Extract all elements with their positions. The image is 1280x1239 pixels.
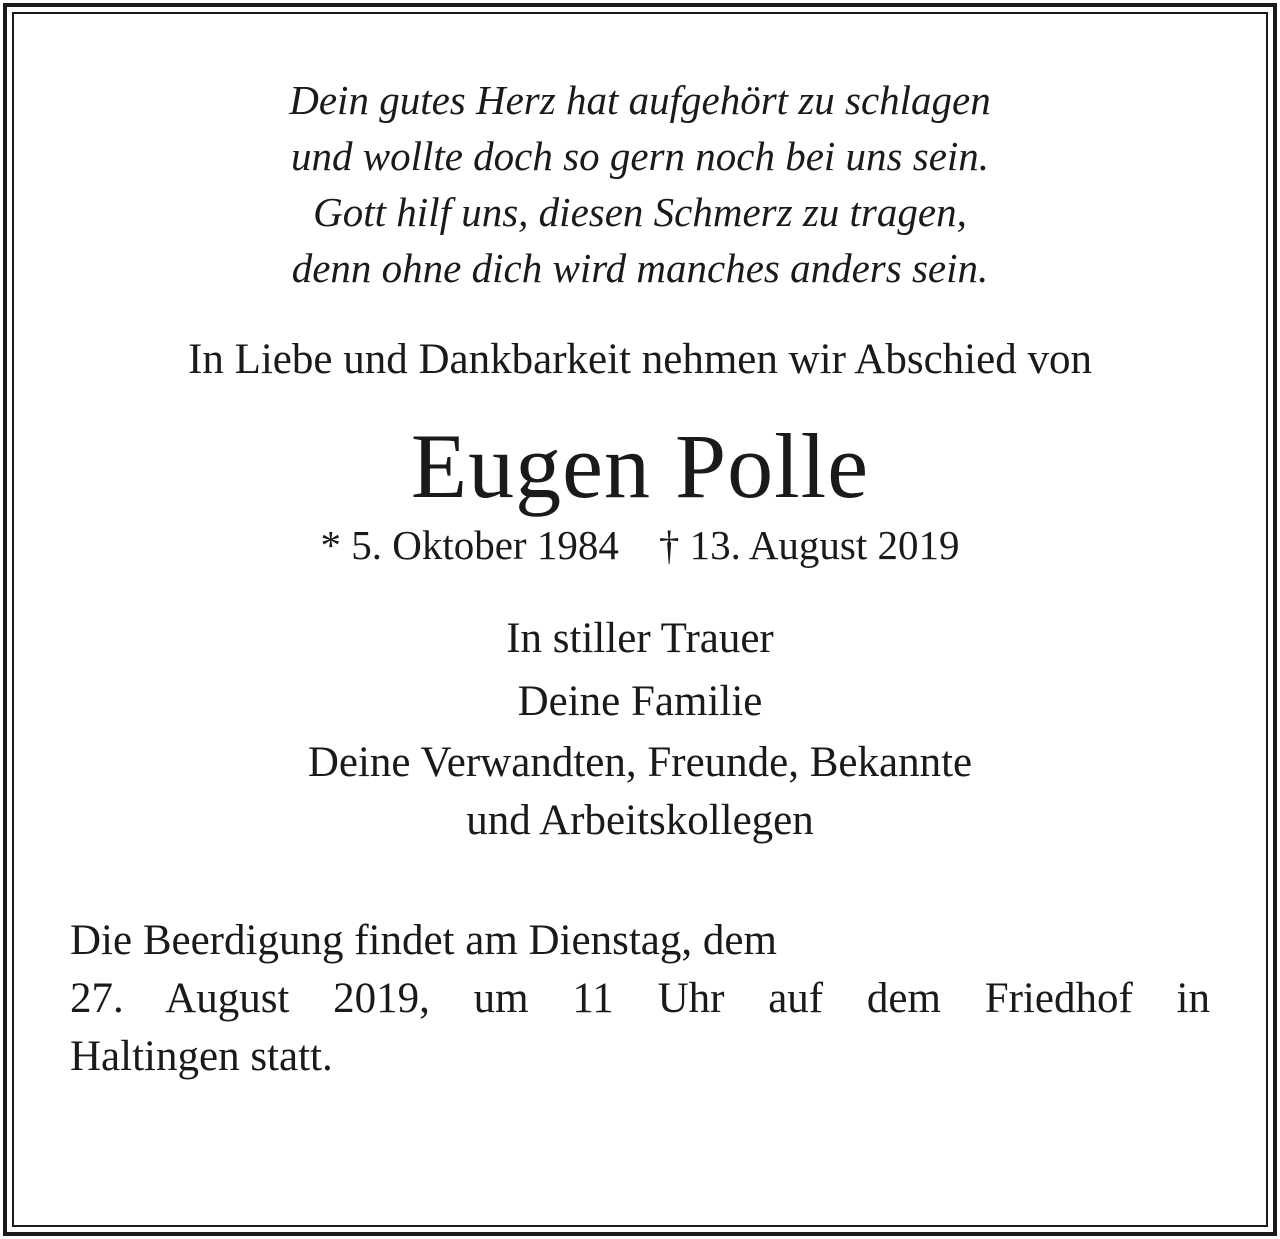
life-dates — [70, 520, 1210, 570]
mourner-line: Deine Verwandten, Freunde, Bekannte — [307, 739, 973, 786]
funeral-line: 27. August 2019, um 11 Uhr auf dem Friedhof in — [70, 975, 1210, 1022]
poem-line: und wollte doch so gern noch bei uns sein. — [290, 133, 990, 179]
death-date: † 13. August 2019 — [658, 522, 960, 568]
mourner-line: und Arbeitskollegen — [466, 797, 814, 844]
poem-line: Dein gutes Herz hat aufgehört zu schlagen — [289, 77, 991, 123]
poem-line: Gott hilf uns, diesen Schmerz zu tragen, — [313, 189, 967, 235]
funeral-line: Haltingen statt. — [70, 1033, 333, 1080]
funeral-details — [70, 912, 1210, 1086]
funeral-line: Die Beerdigung findet am Dienstag, dem — [70, 917, 777, 964]
mourning-heading: In stiller Trauer — [506, 615, 774, 662]
farewell-line: In Liebe und Dankbarkeit nehmen wir Abschied von — [188, 336, 1092, 383]
mourners-block — [70, 608, 1210, 850]
mourner-line: Deine Familie — [517, 678, 763, 725]
birth-date: * 5. Oktober 1984 — [320, 522, 619, 568]
poem — [70, 72, 1210, 296]
poem-line: denn ohne dich wird manches anders sein. — [291, 245, 989, 291]
deceased-name: Eugen Polle — [410, 415, 870, 517]
obituary-notice — [70, 72, 1210, 1086]
